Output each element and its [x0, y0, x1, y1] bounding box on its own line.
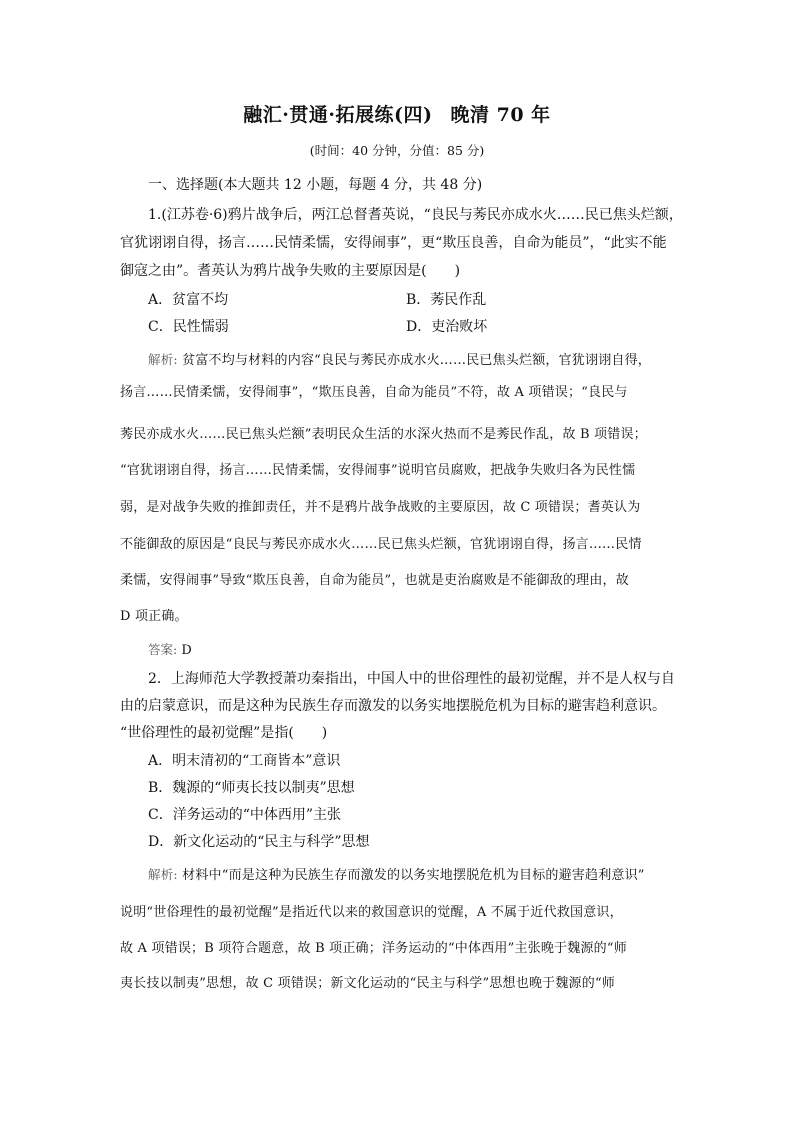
q1-option-b: B．莠民作乱 — [406, 292, 487, 308]
q1-analysis-line: 不能御敌的原因是“良民与莠民亦成水火……民已焦头烂额，官犹诩诩自得，扬言……民情 — [120, 537, 642, 552]
analysis-label: 解析: — [148, 867, 178, 882]
exam-meta: (时间：40 分钟，分值：85 分) — [309, 143, 485, 158]
q2-analysis-line: 夷长技以制夷”思想，故 C 项错误；新文化运动的“民主与科学”思想也晚于魏源的“师 — [120, 976, 615, 991]
q1-analysis-line: “官犹诩诩自得，扬言……民情柔懦，安得闹事”说明官员腐败，把战争失败归各为民性懦 — [120, 463, 636, 478]
q1-answer — [148, 640, 708, 658]
q2-analysis-line: 说明“世俗理性的最初觉醒”是指近代以来的救国意识的觉醒，A 不属于近代救国意识， — [120, 905, 623, 920]
q1-stem-line: 御寇之由”。耆英认为鸦片战争失败的主要原因是( ) — [120, 263, 461, 279]
q2-stem-line: 由的启蒙意识，而是这种为民族生存而激发的以务实地摆脱危机为目标的避害趋利意识。 — [120, 698, 666, 714]
q2-option-c: C．洋务运动的“中体西用”主张 — [148, 807, 342, 823]
title-main: 融汇·贯通·拓展练(四) — [243, 104, 433, 126]
q2-stem-line: 2．上海师范大学教授萧功秦指出，中国人中的世俗理性的最初觉醒，并不是人权与自 — [148, 671, 675, 687]
q1-stem-line: 1.(江苏卷·6)鸦片战争后，两江总督耆英说，“良民与莠民亦成水火……民已焦头烂额， — [148, 207, 683, 223]
title-sub: 晚清 70 年 — [450, 104, 551, 126]
q2-option-b: B．魏源的“师夷长技以制夷”思想 — [148, 780, 355, 796]
answer-label: 答案: — [148, 642, 178, 657]
q1-option-a: A．贫富不均 — [148, 292, 229, 308]
page-title — [0, 100, 794, 127]
q1-analysis-line: 柔懦，安得闹事”导致“欺压良善，自命为能员”，也就是吏治腐败是不能御敌的理由，故 — [120, 573, 629, 588]
q2-analysis-line: 故 A 项错误；B 项符合题意，故 B 项正确；洋务运动的“中体西用”主张晚于魏源的“师 — [120, 941, 627, 956]
q1-analysis-line: D 项正确。 — [120, 609, 188, 624]
analysis-label: 解析: — [148, 352, 178, 367]
q1-option-d: D．吏治败坏 — [406, 319, 488, 335]
q1-analysis-line: 弱，是对战争失败的推卸责任，并不是鸦片战争战败的主要原因，故 C 项错误；耆英认为 — [120, 500, 641, 515]
q1-stem-line: 官犹诩诩自得，扬言……民情柔懦，安得闹事”，更“欺压良善，自命为能员”，“此实不能 — [120, 235, 667, 251]
q1-analysis-line: 解析: 贫富不均与材料的内容“良民与莠民亦成水火……民已焦头烂额，官犹诩诩自得， — [148, 352, 651, 368]
answer-value: D — [177, 643, 192, 658]
section-heading: 一、选择题(本大题共 12 小题，每题 4 分，共 48 分) — [148, 177, 483, 193]
q2-analysis-line: 解析: 材料中“而是这种为民族生存而激发的以务实地摆脱危机为目标的避害趋利意识” — [148, 867, 645, 883]
q2-option-a: A．明末清初的“工商皆本”意识 — [148, 753, 341, 769]
q1-option-c: C．民性懦弱 — [148, 319, 229, 335]
q2-stem-line: “世俗理性的最初觉醒”是指( ) — [120, 725, 328, 741]
q1-analysis-line: 扬言……民情柔懦，安得闹事”，“欺压良善，自命为能员”不符，故 A 项错误；“良民与 — [120, 385, 628, 400]
q1-analysis-line: 莠民亦成水火……民已焦头烂额”表明民众生活的水深火热而不是莠民作乱，故 B 项错误； — [120, 427, 647, 442]
q2-option-d: D．新文化运动的“民主与科学”思想 — [148, 834, 370, 850]
